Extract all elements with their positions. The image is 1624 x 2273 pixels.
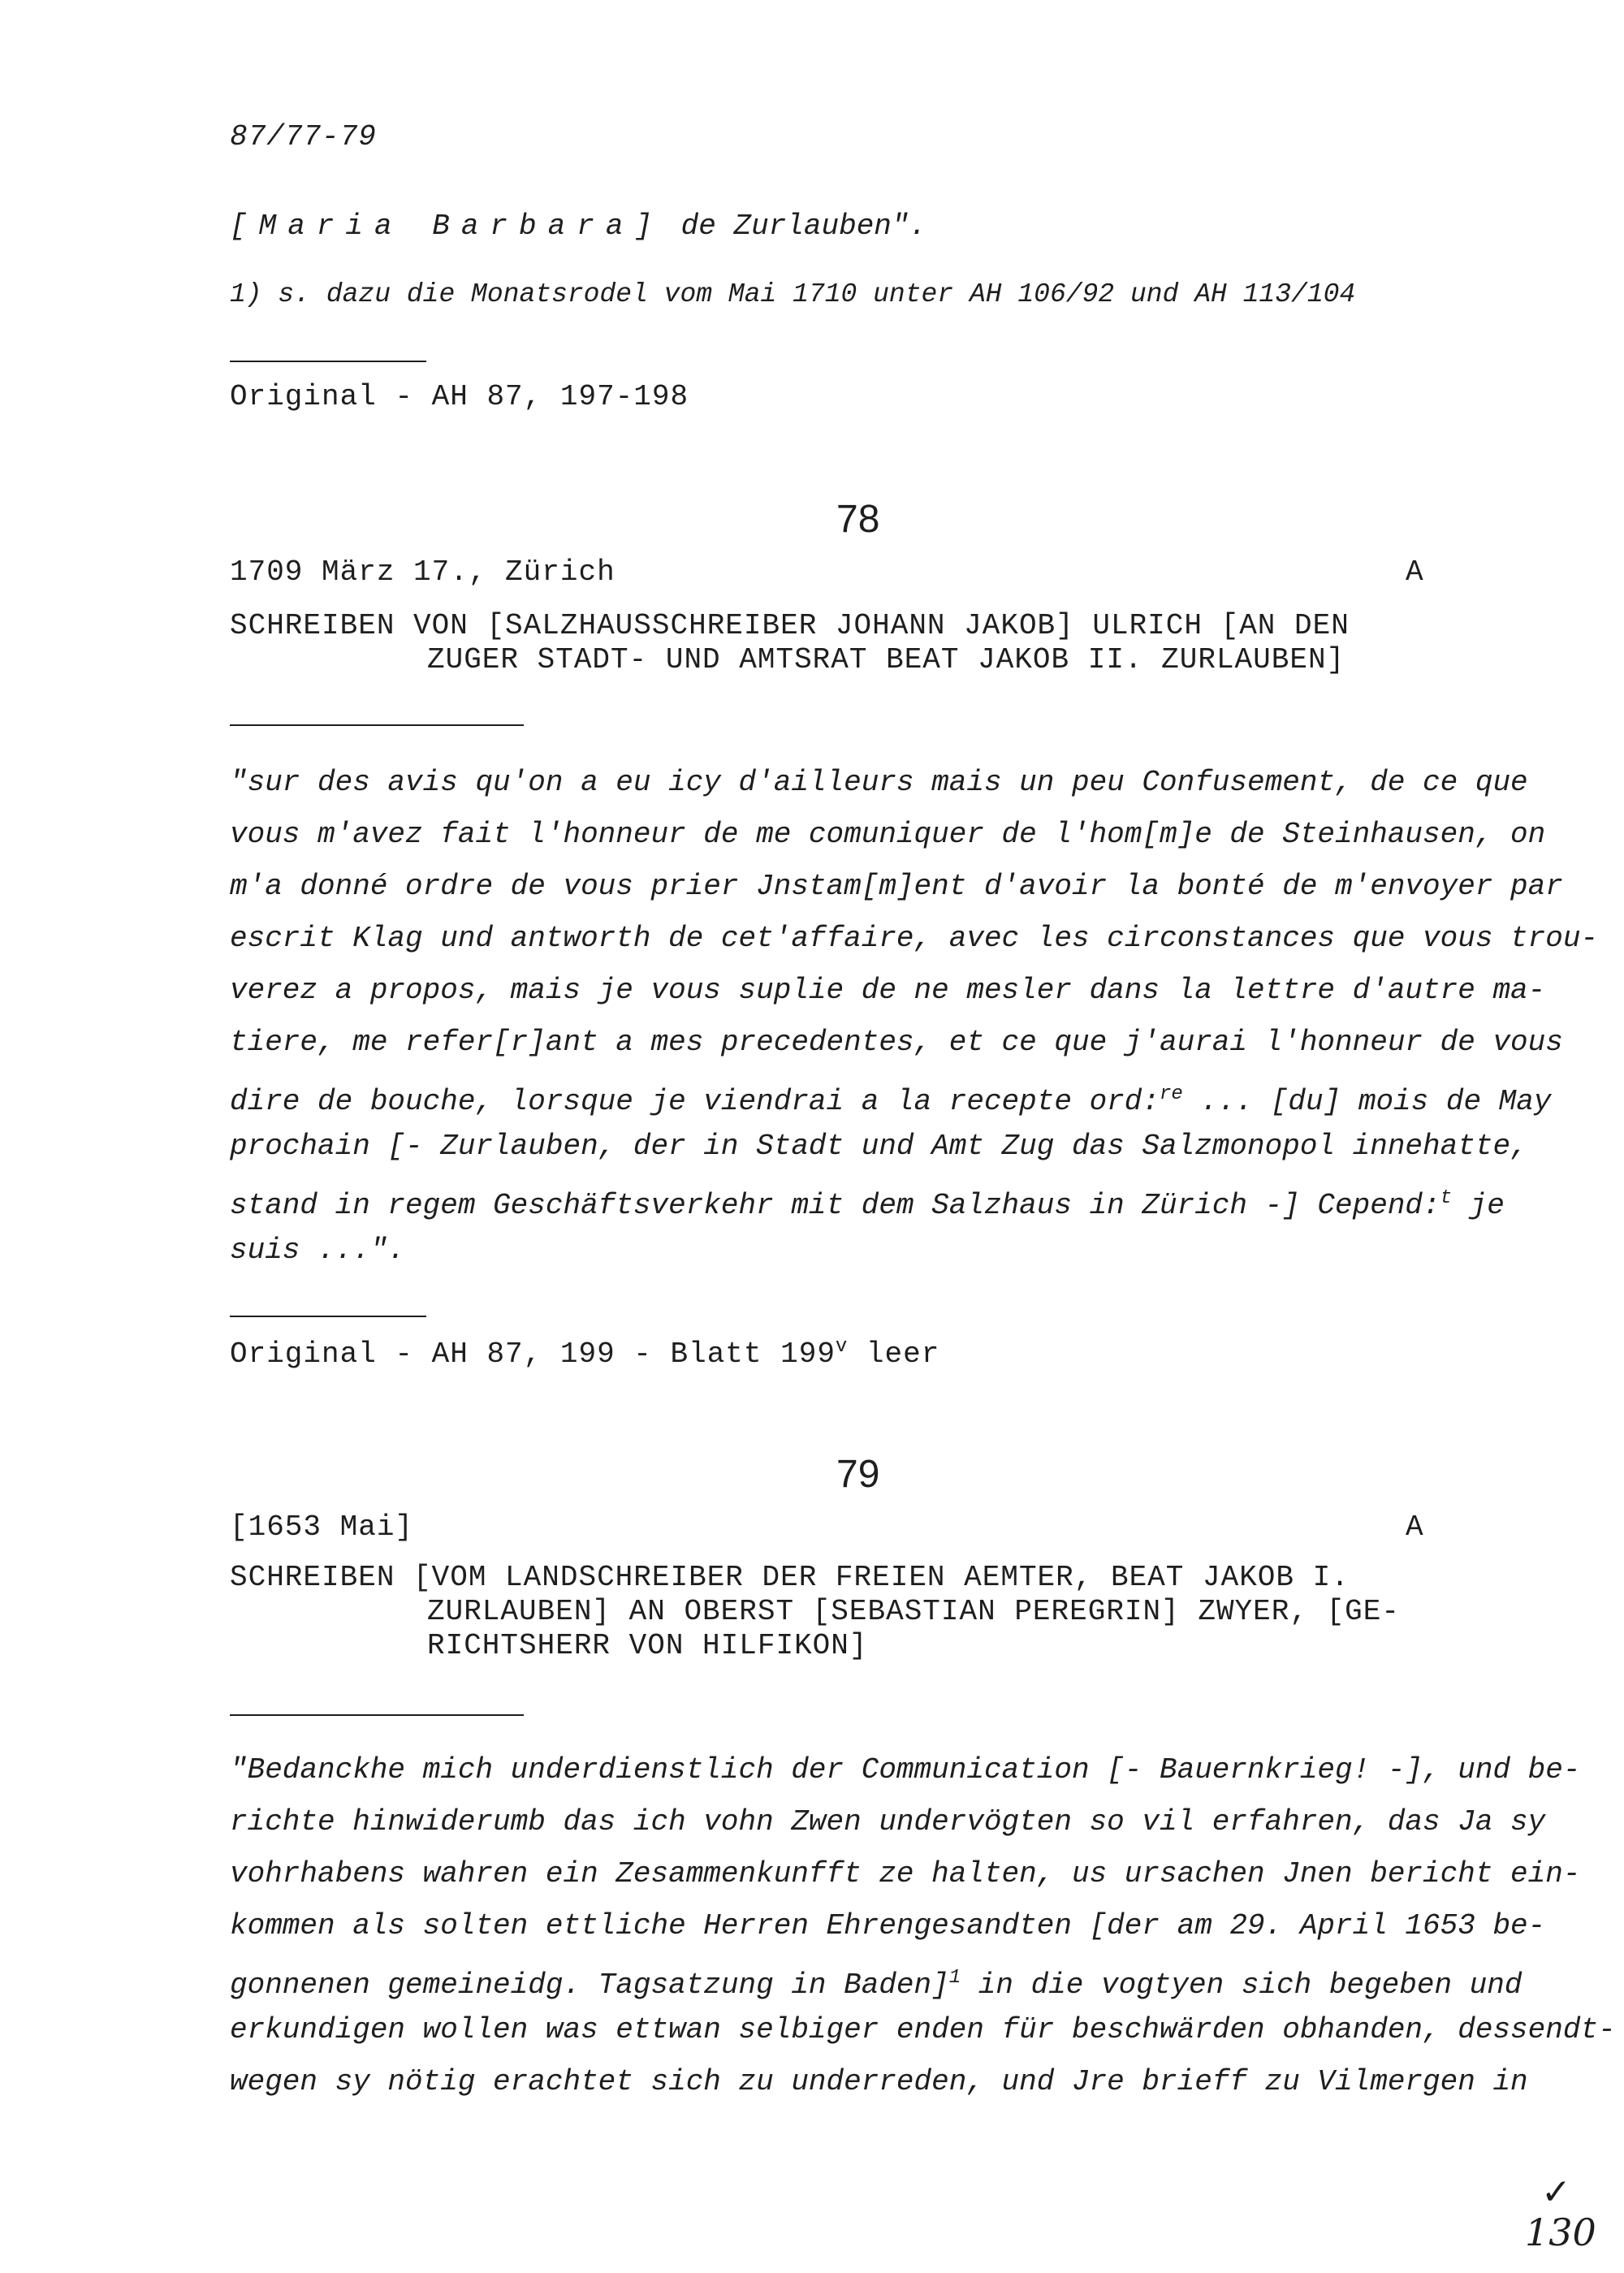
doc79-date-place: [1653 Mai] — [230, 1510, 414, 1544]
doc79-marker: A — [1406, 1510, 1424, 1544]
doc78-date-place: 1709 März 17., Zürich — [230, 555, 615, 589]
doc79-title-line2: ZURLAUBEN] AN OBERST [SEBASTIAN PEREGRIN] ZWYER, [GE- — [427, 1595, 1400, 1628]
previous-footnote: 1) s. dazu die Monatsrodel vom Mai 1710 unter AH 106/92 und AH 113/104 — [230, 279, 1356, 309]
doc78-body-line: m'a donné ordre de vous prier Jnstam[m]ent d'avoir la bonté de m'envoyer par — [230, 870, 1563, 903]
doc78-original-b: leer — [848, 1337, 940, 1371]
doc79-body-line: "Bedanckhe mich underdienstlich der Communication [- Bauernkrieg! -], und be- — [230, 1753, 1581, 1787]
page-reference: 87/77-79 — [230, 120, 377, 153]
doc78-line7-a: dire de bouche, lorsque je viendrai a la recepte ord: — [230, 1085, 1160, 1118]
doc78-line9-b: je — [1452, 1189, 1505, 1222]
doc79-body-line: vohrhabens wahren ein Zesammenkunfft ze halten, us ursachen Jnen bericht ein- — [230, 1857, 1581, 1891]
doc78-original-a: Original - AH 87, 199 - Blatt 199 — [230, 1337, 836, 1371]
doc79-body-line: kommen als solten ettliche Herren Ehrengesandten [der am 29. April 1653 be- — [230, 1909, 1546, 1942]
doc78-original-reference — [230, 1336, 939, 1371]
doc78-body-line — [230, 1173, 1505, 1232]
previous-original-reference: Original - AH 87, 197-198 — [230, 380, 689, 413]
document-number-78: 78 — [836, 498, 880, 541]
doc78-body-line — [230, 1069, 1552, 1128]
doc79-title-line3: RICHTSHERR VON HILFIKON] — [427, 1629, 868, 1662]
document-number-79: 79 — [836, 1453, 880, 1496]
previous-closing — [230, 210, 926, 243]
doc78-title-line2: ZUGER STADT- UND AMTSRAT BEAT JAKOB II. ZURLAUBEN] — [427, 643, 1345, 676]
doc78-line7-sup: re — [1160, 1083, 1183, 1105]
doc79-body-line: richte hinwiderumb das ich vohn Zwen undervögten so vil erfahren, das Ja sy — [230, 1805, 1546, 1839]
doc79-title-line1: SCHREIBEN [VOM LANDSCHREIBER DER FREIEN AEMTER, BEAT JAKOB I. — [230, 1561, 1350, 1594]
doc78-body-line: tiere, me refer[r]ant a mes precedentes, et ce que j'aurai l'honneur de vous — [230, 1026, 1563, 1059]
doc79-divider — [230, 1714, 524, 1716]
previous-closing-text: de Zurlauben". — [680, 210, 927, 243]
doc78-body-line: "sur des avis qu'on a eu icy d'ailleurs mais un peu Confusement, de ce que — [230, 766, 1528, 799]
doc78-title-line1: SCHREIBEN VON [SALZHAUSSCHREIBER JOHANN JAKOB] ULRICH [AN DEN — [230, 609, 1350, 642]
doc78-body-line: prochain [- Zurlauben, der in Stadt und Amt Zug das Salzmonopol innehatte, — [230, 1130, 1528, 1163]
doc79-line5-b: in die vogtyen sich begeben und — [961, 1968, 1522, 2002]
doc78-body-line: escrit Klag und antworth de cet'affaire, avec les circonstances que vous trou- — [230, 922, 1599, 955]
doc78-body-line: verez a propos, mais je vous suplie de ne mesler dans la lettre d'autre ma- — [230, 974, 1546, 1007]
folio-number: 130 — [1525, 2210, 1596, 2254]
doc78-line9-a: stand in regem Geschäftsverkehr mit dem Salzhaus in Zürich -] Cepend: — [230, 1189, 1440, 1222]
doc79-line5-a: gonnenen gemeineidg. Tagsatzung in Baden] — [230, 1968, 949, 2002]
doc79-body-line — [230, 1952, 1522, 2012]
doc78-body-line: vous m'avez fait l'honneur de me comuniquer de l'hom[m]e de Steinhausen, on — [230, 818, 1546, 851]
doc78-original-sup: v — [835, 1336, 849, 1358]
doc78-line7-b: ... [du] mois de May — [1182, 1085, 1552, 1118]
doc78-original-divider — [230, 1316, 426, 1317]
doc79-body-line: wegen sy nötig erachtet sich zu underreden, und Jre brieff zu Vilmergen in — [230, 2065, 1528, 2098]
doc79-line5-sup: 1 — [948, 1967, 961, 1989]
doc78-line9-sup: t — [1440, 1187, 1453, 1209]
doc79-body-line: erkundigen wollen was ettwan selbiger enden für beschwärden obhanden, dessendt- — [230, 2013, 1616, 2046]
doc78-body-line: suis ...". — [230, 1234, 406, 1267]
doc78-marker: A — [1406, 555, 1424, 589]
previous-name-spaced: [Maria Barbara] — [230, 210, 664, 243]
doc78-divider — [230, 724, 524, 726]
folio-check-mark: ✓ — [1541, 2171, 1571, 2213]
footnote-divider — [230, 361, 426, 362]
